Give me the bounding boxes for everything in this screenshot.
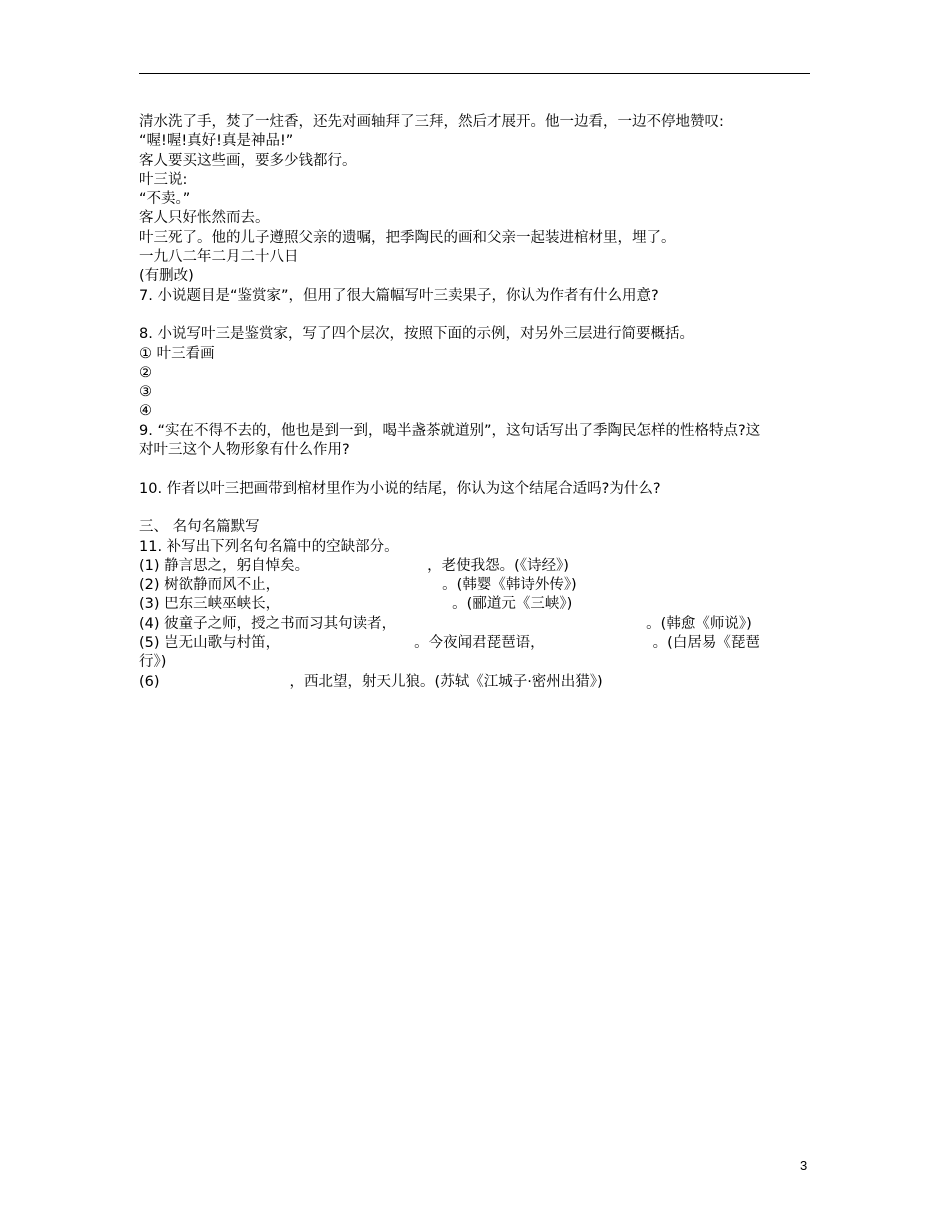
question-11-item-6 [139,673,811,692]
story-date: 一九八二年二月二十八日 [139,249,299,266]
header-rule [139,73,810,74]
q11-1-after: ，老使我怨。(《诗经》) [427,557,569,574]
q11-5-after: 。(白居易《琵琶 [652,635,760,652]
q11-2-after: 。(韩婴《韩诗外传》) [442,577,577,594]
story-line: 客人要买这些画，要多少钱都行。 [139,152,357,169]
story-line: “不卖。” [139,191,191,208]
story-line: 叶三说: [139,171,188,188]
story-line: 客人只好怅然而去。 [139,210,270,227]
q11-3-after: 。(郦道元《三峡》) [452,596,573,613]
question-8: 8. 小说写叶三是鉴赏家，写了四个层次，按照下面的示例，对另外三层进行简要概括。 [139,326,694,343]
question-11-item-1 [139,557,811,576]
question-11: 11. 补写出下列名句名篇中的空缺部分。 [139,538,399,555]
page-number: 3 [800,1158,808,1173]
q11-4-before: (4) 彼童子之师，授之书而习其句读者， [139,615,397,632]
q11-4-after: 。(韩愈《师说》) [646,615,752,632]
question-10: 10. 作者以叶三把画带到棺材里作为小说的结尾，你认为这个结尾合适吗?为什么? [139,480,661,497]
question-9-cont: 对叶三这个人物形象有什么作用? [139,442,350,459]
question-8-item: ① 叶三看画 [139,345,215,362]
question-11-item-4 [139,615,811,634]
question-11-item-5 [139,634,811,653]
question-8-item: ④ [139,403,152,420]
question-8-item: ③ [139,384,152,401]
question-11-item-3 [139,595,811,614]
story-line: 清水洗了手，焚了一炷香，还先对画轴拜了三拜，然后才展开。他一边看，一边不停地赞叹: [139,114,724,130]
section-3-title: 三、 名句名篇默写 [139,519,260,536]
q11-5-middle: 。今夜闻君琵琶语， [414,635,545,652]
q11-5-before: (5) 岂无山歌与村笛， [139,635,281,652]
q11-2-before: (2) 树欲静而风不止， [139,577,281,594]
question-11-item-5-cont: 行》) [139,654,167,671]
question-9: 9. “实在不得不去的，他也是到一到，喝半盏茶就道别”，这句话写出了季陶民怎样的性格特点?这 [139,422,761,439]
q11-6-after: ，西北望，射天儿狼。(苏轼《江城子·密州出猎》) [289,673,603,690]
document-body [139,113,811,692]
story-line: 叶三死了。他的儿子遵照父亲的遗嘱，把季陶民的画和父亲一起装进棺材里，埋了。 [139,229,676,246]
question-8-item: ② [139,364,152,381]
story-line: “喔!喔!真好!真是神品!” [139,133,294,150]
question-11-item-2 [139,576,811,595]
story-note: (有删改) [139,268,194,285]
question-7: 7. 小说题目是“鉴赏家”，但用了很大篇幅写叶三卖果子，你认为作者有什么用意? [139,287,659,304]
q11-3-before: (3) 巴东三峡巫峡长， [139,596,281,613]
q11-6-before: (6) [139,673,160,690]
q11-1-before: (1) 静言思之，躬自悼矣。 [139,557,310,574]
